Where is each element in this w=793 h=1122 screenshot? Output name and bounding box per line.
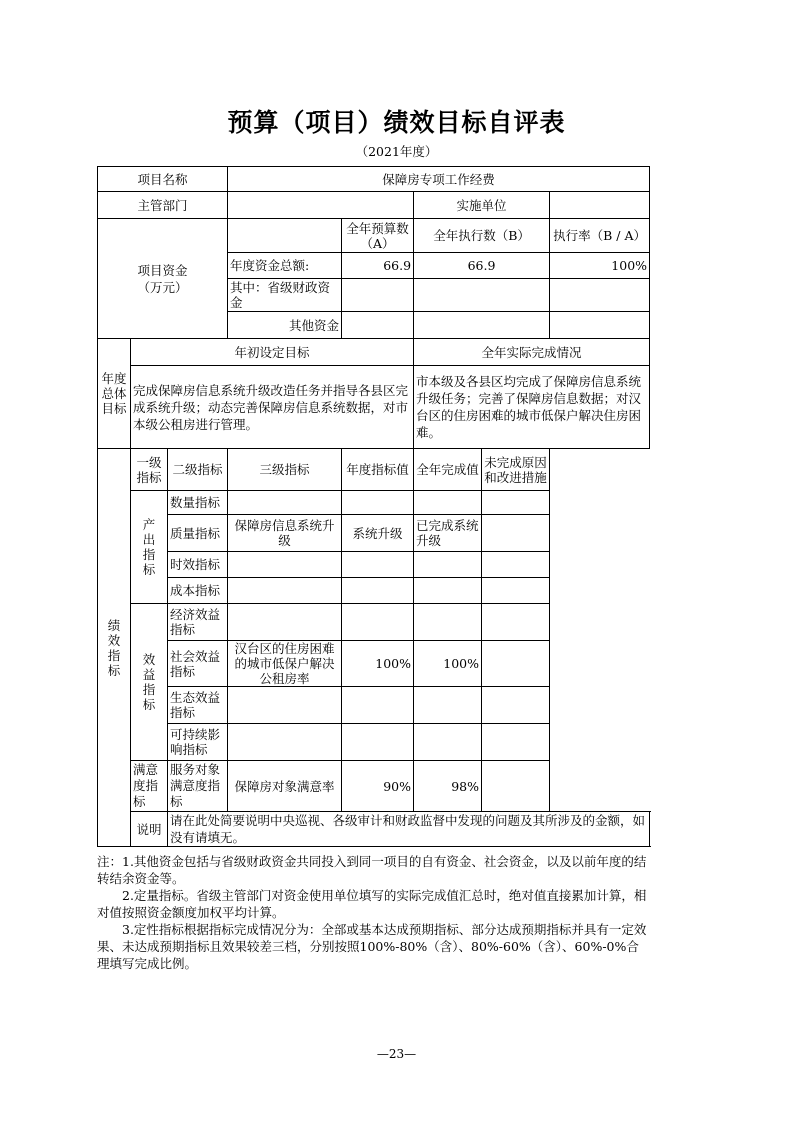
indicator-l3: 保障房对象满意率 xyxy=(228,761,342,812)
remark-label: 说明 xyxy=(131,812,168,847)
funds-total-rate: 100% xyxy=(550,253,650,279)
benefit-indicator-label: 效益指标 xyxy=(131,604,168,761)
funds-total-label: 年度资金总额: xyxy=(228,253,342,279)
remark-text: 请在此处简要说明中央巡视、各级审计和财政监督中发现的问题及其所涉及的金额，如没有请填无。 xyxy=(168,812,650,847)
funds-header-blank xyxy=(228,219,342,253)
funds-label: 项目资金 （万元） xyxy=(98,219,228,339)
satisfaction-indicator-label: 满意度指标 xyxy=(131,761,168,812)
indicator-l3: 汉台区的住房困难的城市低保户解决公租房率 xyxy=(228,641,342,687)
indicators-label: 绩效指标 xyxy=(98,449,131,847)
indicator-reason xyxy=(482,724,550,761)
indicator-target xyxy=(342,578,414,604)
indicator-name: 社会效益指标 xyxy=(168,641,228,687)
funds-total-budget: 66.9 xyxy=(342,253,414,279)
indicator-actual: 100% xyxy=(414,641,482,687)
indicator-actual xyxy=(414,687,482,724)
dept-value xyxy=(228,192,414,219)
indicator-l3 xyxy=(228,578,342,604)
indicator-l3 xyxy=(228,491,342,515)
indicator-reason xyxy=(482,687,550,724)
planned-goal-text: 完成保障房信息系统升级改造任务并指导各县区完成系统升级；动态完善保障房信息系统数据，对市本级公租房进行管理。 xyxy=(131,366,414,449)
indicator-actual: 已完成系统升级 xyxy=(414,515,482,552)
note-3: 3.定性指标根据指标完成情况分为：全部或基本达成预期指标、部分达成预期指标并具有一定效果、未达成预期指标且效果较差三档，分别按照100%-80%（含）、80%-60%（含）、60%-0%合理填写完成比例。 xyxy=(97,922,647,971)
indicator-name: 数量指标 xyxy=(168,491,228,515)
indicator-name: 经济效益指标 xyxy=(168,604,228,641)
indicator-reason xyxy=(482,641,550,687)
indicator-name: 可持续影响指标 xyxy=(168,724,228,761)
page-number: —23— xyxy=(376,1047,417,1061)
indicator-actual xyxy=(414,724,482,761)
footnotes xyxy=(97,853,649,972)
indicator-l3 xyxy=(228,724,342,761)
planned-goal-header: 年初设定目标 xyxy=(131,339,414,366)
indicator-reason xyxy=(482,515,550,552)
indicator-reason xyxy=(482,578,550,604)
header-level3: 三级指标 xyxy=(228,449,342,491)
header-reason: 未完成原因和改进措施 xyxy=(482,449,550,491)
indicator-name: 成本指标 xyxy=(168,578,228,604)
indicator-actual xyxy=(414,604,482,641)
funds-total-exec: 66.9 xyxy=(414,253,550,279)
indicator-target: 100% xyxy=(342,641,414,687)
indicator-reason xyxy=(482,604,550,641)
funds-col-budget: 全年预算数（A） xyxy=(342,219,414,253)
indicator-actual xyxy=(414,578,482,604)
annual-goal-label: 年度总体目标 xyxy=(98,339,131,449)
project-name-value: 保障房专项工作经费 xyxy=(228,167,650,192)
indicator-l3 xyxy=(228,687,342,724)
indicator-name: 时效指标 xyxy=(168,552,228,578)
indicator-target xyxy=(342,724,414,761)
header-target: 年度指标值 xyxy=(342,449,414,491)
indicator-target xyxy=(342,604,414,641)
note-1: 注：1.其他资金包括与省级财政资金共同投入到同一项目的自有资金、社会资金，以及以前年度的结转结余资金等。 xyxy=(97,854,647,886)
dept-label: 主管部门 xyxy=(98,192,228,219)
report-year: （2021年度） xyxy=(355,144,438,159)
header-actual: 全年完成值 xyxy=(414,449,482,491)
funds-provincial-label: 其中：省级财政资金 xyxy=(228,279,342,312)
indicator-target: 系统升级 xyxy=(342,515,414,552)
page-title: 预算（项目）绩效目标自评表 xyxy=(227,108,566,137)
funds-other-rate xyxy=(550,312,650,339)
indicator-name: 服务对象满意度指标 xyxy=(168,761,228,812)
indicator-target: 90% xyxy=(342,761,414,812)
self-evaluation-table xyxy=(97,166,650,847)
output-indicator-label: 产出指标 xyxy=(131,491,168,604)
indicator-actual xyxy=(414,491,482,515)
unit-value xyxy=(550,192,650,219)
indicator-target xyxy=(342,687,414,724)
indicator-l3: 保障房信息系统升级 xyxy=(228,515,342,552)
header-level1: 一级指标 xyxy=(131,449,168,491)
indicator-reason xyxy=(482,552,550,578)
funds-col-exec: 全年执行数（B） xyxy=(414,219,550,253)
funds-other-budget xyxy=(342,312,414,339)
indicator-target xyxy=(342,491,414,515)
unit-label: 实施单位 xyxy=(414,192,550,219)
indicator-name: 质量指标 xyxy=(168,515,228,552)
note-2: 2.定量指标。省级主管部门对资金使用单位填写的实际完成值汇总时，绝对值直接累加计算，相对值按照资金额度加权平均计算。 xyxy=(97,888,647,920)
funds-provincial-exec xyxy=(414,279,550,312)
header-level2: 二级指标 xyxy=(168,449,228,491)
indicator-actual: 98% xyxy=(414,761,482,812)
project-name-label: 项目名称 xyxy=(98,167,228,192)
indicator-l3 xyxy=(228,552,342,578)
indicator-target xyxy=(342,552,414,578)
indicator-name: 生态效益指标 xyxy=(168,687,228,724)
funds-col-rate: 执行率（B / A） xyxy=(550,219,650,253)
funds-provincial-budget xyxy=(342,279,414,312)
funds-other-exec xyxy=(414,312,550,339)
indicator-reason xyxy=(482,491,550,515)
funds-provincial-rate xyxy=(550,279,650,312)
indicator-l3 xyxy=(228,604,342,641)
actual-goal-header: 全年实际完成情况 xyxy=(414,339,650,366)
actual-goal-text: 市本级及各县区均完成了保障房信息系统升级任务；完善了保障房信息数据；对汉台区的住房困难的城市低保户解决住房困难。 xyxy=(414,366,650,449)
indicator-actual xyxy=(414,552,482,578)
indicator-reason xyxy=(482,761,550,812)
funds-other-label: 其他资金 xyxy=(228,312,342,339)
